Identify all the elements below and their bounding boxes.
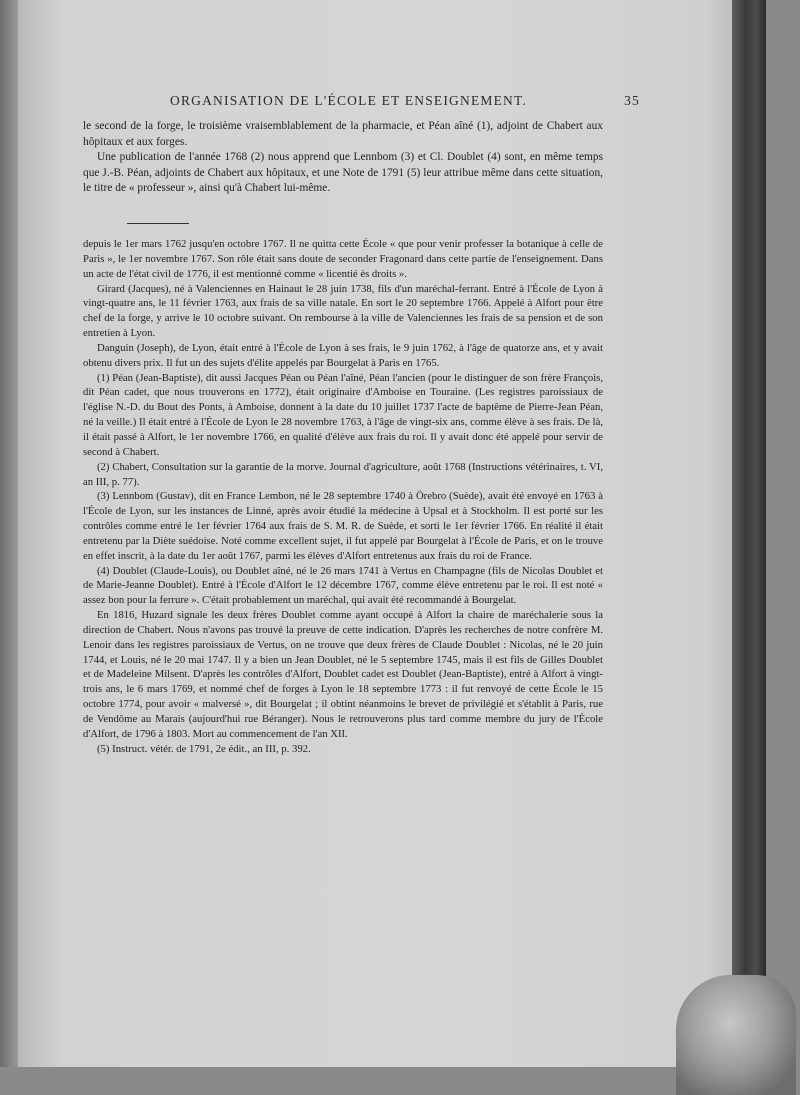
footnote-paragraph: (4) Doublet (Claude-Louis), ou Doublet aîné, né le 26 mars 1741 à Vertus en Champagne (fils de Nicolas Doublet et de Marie-Jeanne Doublet). Entré à l'École d'Alfort le 12 décembre 1767, comme élève entretenu par le roi. Il est noté « assez bon pour la ferrure ». C'était probablement un maréchal, qui avait été recommandé à Bourgelat. xyxy=(83,564,603,607)
book-gutter-shadow xyxy=(0,0,18,1067)
footnote-paragraph: Danguin (Joseph), de Lyon, était entré à l'École de Lyon à ses frais, le 9 juin 1762, à l'âge de quatorze ans, et y avait obtenu divers prix. Il fut un des sujets d'élite appelés par Bourgelat à Paris en 1765. xyxy=(83,341,603,369)
main-text xyxy=(83,119,603,197)
footnote-paragraph: Girard (Jacques), né à Valenciennes en Hainaut le 28 juin 1738, fils d'un maréchal-ferrant. Entré à l'École de Lyon à vingt-quatre ans, le 11 février 1763, aux frais de sa ville natale. En sort le 20 septembre 1766. Appelé à Alfort pour être chef de la forge, y arrive le 10 octobre suivant. On rembourse à la ville de Valenciennes les frais de sa pension et de son entretien à Lyon. xyxy=(83,282,603,340)
footnote-separator xyxy=(127,223,189,224)
footnotes xyxy=(83,237,603,757)
body-paragraph: le second de la forge, le troisième vraisemblablement de la pharmacie, et Péan aîné (1), adjoint de Chabert aux hôpitaux et aux forges. xyxy=(83,120,603,148)
footnote-paragraph: (5) Instruct. vétér. de 1791, 2e édit., an III, p. 392. xyxy=(97,742,311,755)
thumb-holding-page xyxy=(676,975,796,1095)
footnote-paragraph: (1) Péan (Jean-Baptiste), dit aussi Jacques Péan ou Péan l'aîné, Péan l'ancien (pour le distinguer de son frère François, dit Péan cadet, que nous trouverons en 1772), était originaire d'Amboise en Touraine. (Les registres paroissiaux de l'église N.-D. du Bout des Ponts, à Amboise, donnent à la date du 10 juillet 1737 l'acte de baptême de Pierre-Jean Péan, né la veille.) Il était entré à l'École de Lyon le 28 novembre 1763, à l'âge de vingt-six ans, comme élève à ses frais. De là, il était passé à Alfort, le 1er novembre 1766, en qualité d'élève aux frais du roi. Il y avait donc été appelé pour servir de second à Chabert. xyxy=(83,371,603,458)
page-number: 35 xyxy=(624,93,640,108)
page-stack-edge xyxy=(732,0,766,1067)
footnote-paragraph: (3) Lennbom (Gustav), dit en France Lembon, né le 28 septembre 1740 à Örebro (Suède), avait été envoyé en 1763 à l'École de Lyon, sur les instances de Linné, après avoir étudié la médecine à Upsal et à Stockholm. Il est porté sur les contrôles comme entré le 1er février 1764 aux frais de S. M. R. de Suède, et sorti le 1er février 1766. En réalité il était entretenu par la Diète suédoise. Noté comme excellent sujet, il fut appelé par Bourgelat à l'École de Paris, et on le trouve en effet inscrit, à la date du 1er août 1767, parmi les élèves d'Alfort entretenus aux frais du roi de France. xyxy=(83,490,603,562)
body-paragraph: Une publication de l'année 1768 (2) nous apprend que Lennbom (3) et Cl. Doublet (4) sont, en même temps que J.-B. Péan, adjoints de Chabert aux hôpitaux, et une Note de 1791 (5) leur attribue même dans cette situation, le titre de « professeur », ainsi qu'à Chabert lui-même. xyxy=(83,151,603,195)
running-header xyxy=(170,93,640,111)
footnote-paragraph: En 1816, Huzard signale les deux frères Doublet comme ayant occupé à Alfort la chaire de maréchalerie sous la direction de Chabert. Nous n'avons pas trouvé la preuve de cette indication. D'après les recherches de notre confrère M. Lenoir dans les registres paroissiaux de Vertus, on ne trouve que deux frères de Claude Doublet : Nicolas, né le 20 juin 1744, et Louis, né le 20 mai 1747. Il y a bien un Jean Doublet, né le 5 septembre 1745, mais il est fils de Gilles Doublet et de Madeleine Milsent. D'après les contrôles d'Alfort, Doublet cadet est Doublet (Jean-Baptiste), entré à Alfort à vingt-trois ans, le 6 mars 1769, et nommé chef de forges à Lyon le 18 septembre 1773 : il fut renvoyé de cette École le 15 octobre 1774, pour avoir « malversé », dit Bourgelat ; il obtint néanmoins le brevet de privilégié et s'établit à Paris, rue de Vendôme au Marais (aujourd'hui rue Béranger). Nous le retrouverons plus tard comme membre du jury de l'École d'Alfort, de 1796 à 1803. Mort au commencement de l'an XII. xyxy=(83,609,603,740)
footnote-paragraph: (2) Chabert, Consultation sur la garantie de la morve. Journal d'agriculture, août 1768 (Instructions vétérinaires, t. VI, an III, p. 77). xyxy=(83,460,603,488)
running-title: ORGANISATION DE L'ÉCOLE ET ENSEIGNEMENT. xyxy=(170,93,528,108)
footnote-paragraph: depuis le 1er mars 1762 jusqu'en octobre 1767. Il ne quitta cette École « que pour venir professer la botanique à celle de Paris », le 1er novembre 1767. Son rôle était sans doute de seconder Fragonard dans cette partie de l'enseignement. Dans un acte de l'état civil de 1776, il est mentionné comme « licentié ès droits ». xyxy=(83,238,603,280)
